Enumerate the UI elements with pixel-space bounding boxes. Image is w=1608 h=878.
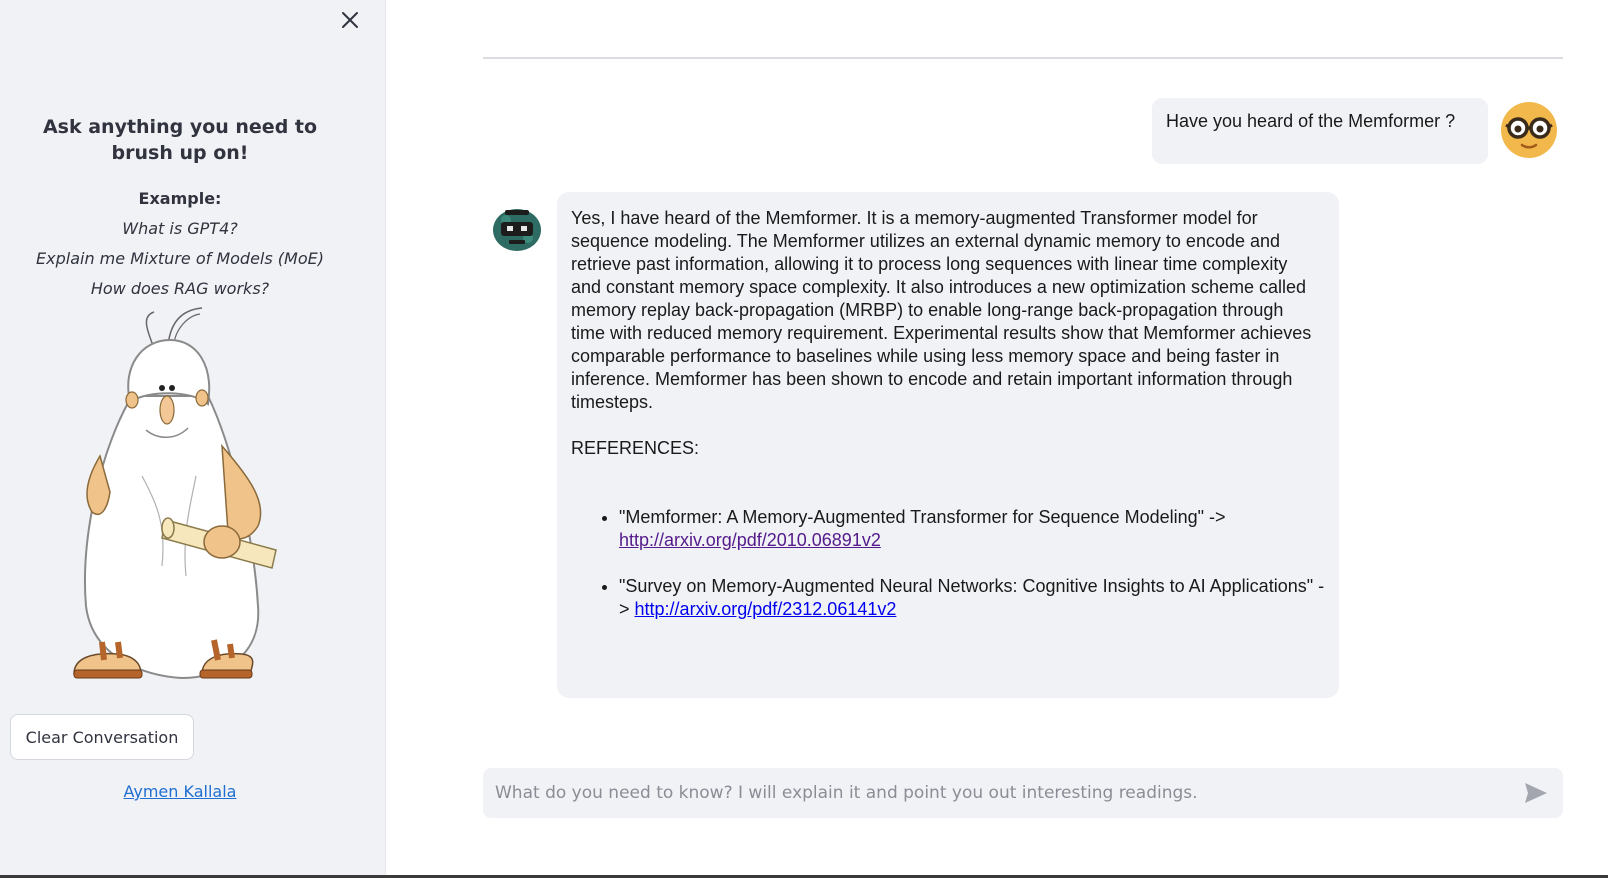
- send-icon: [1524, 782, 1548, 804]
- reference-link[interactable]: http://arxiv.org/pdf/2312.06141v2: [634, 599, 897, 619]
- reference-item: [619, 506, 1325, 552]
- reference-title: "Survey on Memory-Augmented Neural Networks: Cognitive Insights to AI Applications" ->: [619, 576, 1325, 619]
- user-avatar-icon: [1500, 101, 1558, 159]
- example-question: How does RAG works?: [90, 279, 270, 298]
- example-label: Example:: [138, 189, 222, 208]
- assistant-message: [557, 192, 1339, 698]
- user-message: [1152, 98, 1488, 164]
- references-list: [571, 506, 1325, 621]
- sidebar-title: Ask anything you need to brush up on!: [42, 116, 318, 164]
- clear-conversation-button[interactable]: Clear Conversation: [10, 714, 194, 760]
- sidebar: [0, 0, 386, 878]
- close-sidebar-button[interactable]: [336, 6, 364, 34]
- reference-title: "Memformer: A Memory-Augmented Transformer for Sequence Modeling" ->: [619, 507, 1226, 527]
- bot-avatar-icon: [491, 206, 543, 252]
- assistant-answer-text: Yes, I have heard of the Memformer. It is a memory-augmented Transformer model for sequence modeling. The Memformer utilizes an external dynamic memory to encode and retrieve past information, allowing it to process long sequences with linear time complexity and constant memory space complexity. It also introduces a new optimization scheme called memory replay back-propagation (MRBP) to enable long-range back-propagation through time with reduced memory requirement. Experimental results show that Memformer achieves comparable performance to baselines while using less memory space and being faster in inference. Memformer has been shown to encode and retain important information through timesteps.: [571, 208, 1312, 412]
- top-divider: [483, 57, 1563, 59]
- chat-input-bar: [483, 768, 1563, 818]
- reference-item: [619, 575, 1325, 621]
- chat-input[interactable]: [483, 768, 1503, 818]
- user-message-text: Have you heard of the Memformer ?: [1166, 111, 1456, 131]
- send-button[interactable]: [1521, 780, 1551, 806]
- reference-link[interactable]: http://arxiv.org/pdf/2010.06891v2: [619, 530, 881, 550]
- author-link[interactable]: Aymen Kallala: [123, 782, 237, 801]
- close-icon: [341, 11, 359, 29]
- references-heading: REFERENCES:: [571, 438, 700, 458]
- example-question: Explain me Mixture of Models (MoE): [36, 249, 324, 268]
- wizard-illustration: [62, 306, 302, 696]
- example-question: What is GPT4?: [122, 219, 238, 238]
